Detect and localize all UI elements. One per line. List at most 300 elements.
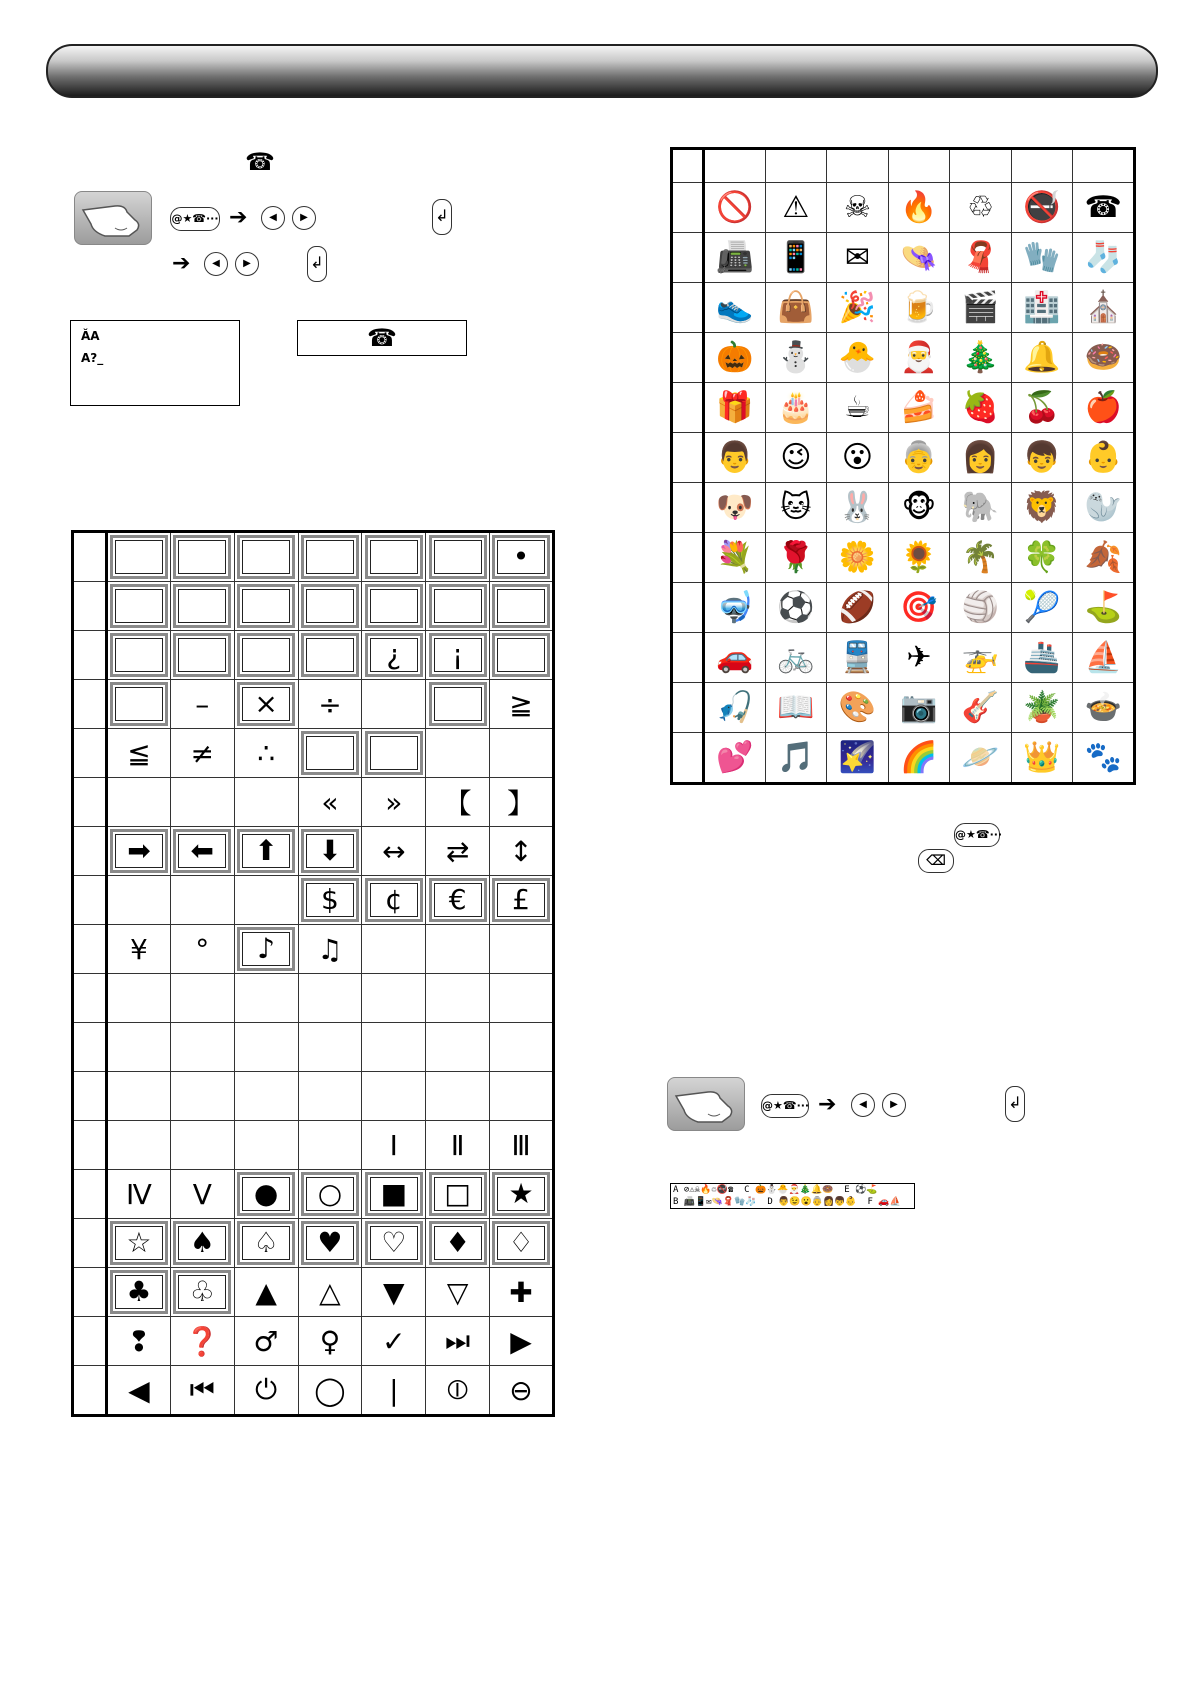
symbol-cell: [426, 1072, 490, 1121]
symbol-cell: [490, 1317, 554, 1366]
table-row: [73, 1219, 554, 1268]
symbol-cell: [490, 778, 554, 827]
pictograph-cell: 👑: [1011, 733, 1073, 784]
symbol-cell: [107, 1317, 171, 1366]
symbol-cell: [426, 1170, 490, 1219]
pictograph-cell: 🐶: [704, 483, 766, 533]
symbol-cell: [234, 1219, 298, 1268]
symbol-cell: [362, 778, 426, 827]
table-row: [73, 582, 554, 631]
symbol-cell: [298, 925, 362, 974]
table-row: [672, 683, 1135, 733]
symbol-cell: [362, 876, 426, 925]
symbol-cell: [298, 876, 362, 925]
symbol-glyph: [110, 535, 168, 579]
pictograph-cell: 🍰: [888, 383, 950, 433]
backspace-key[interactable]: ⌫: [918, 849, 954, 873]
symbol-glyph: [492, 633, 550, 677]
symbol-glyph: ♪: [237, 927, 295, 971]
symbol-cell: [298, 1170, 362, 1219]
pictograph-cell: 🍩: [1073, 333, 1135, 383]
table-row: [73, 925, 554, 974]
pictograph-cell: 🐱: [765, 483, 827, 533]
symbol-cell: [490, 1268, 554, 1317]
symbol-key[interactable]: @★☎···: [170, 207, 220, 231]
symbol-cell: [234, 1072, 298, 1121]
symbol-glyph: 【: [443, 787, 472, 820]
row-index-cell: [672, 333, 704, 383]
symbol-cell: [170, 582, 234, 631]
lcd-line: A?_: [81, 351, 104, 365]
pictograph-cell: 🔥: [888, 183, 950, 233]
symbol-cell: [107, 1219, 171, 1268]
symbol-cell: [298, 1317, 362, 1366]
symbol-glyph: ✓: [382, 1324, 406, 1358]
pictograph-cell: 🪐: [950, 733, 1012, 784]
symbol-cell: [362, 1219, 426, 1268]
table-row: [73, 1023, 554, 1072]
enter-key[interactable]: ↲: [432, 199, 452, 235]
table-row: [672, 433, 1135, 483]
symbol-cell: [107, 582, 171, 631]
symbol-cell: [234, 778, 298, 827]
table-row: [73, 876, 554, 925]
symbol-glyph: Ⅳ: [126, 1177, 152, 1211]
symbol-cell: [490, 1366, 554, 1416]
symbol-glyph: ≧: [509, 687, 533, 721]
symbol-glyph: ⬅: [173, 829, 231, 873]
symbol-cell: [234, 1268, 298, 1317]
symbol-glyph: ●: [237, 1172, 295, 1216]
symbol-key[interactable]: @★☎···: [761, 1094, 809, 1118]
symbol-glyph: [429, 535, 487, 579]
symbol-glyph: Ⅰ: [389, 1128, 398, 1162]
pictograph-cell: 🌻: [888, 533, 950, 583]
symbol-key[interactable]: @★☎···: [954, 823, 1000, 847]
pictograph-cell: 🦭: [1073, 483, 1135, 533]
pictograph-cell: 🎬: [950, 283, 1012, 333]
pictograph-cell: 👨: [704, 433, 766, 483]
symbol-cell: [170, 778, 234, 827]
pictograph-cell: 📷: [888, 683, 950, 733]
pictograph-cell: 🧤: [1011, 233, 1073, 283]
symbol-cell: [107, 974, 171, 1023]
symbol-cell: [170, 1219, 234, 1268]
symbol-glyph: [301, 731, 359, 775]
symbol-glyph: [173, 633, 231, 677]
left-cursor-key[interactable]: ◀: [851, 1093, 875, 1117]
pictograph-cell: 🌴: [950, 533, 1012, 583]
table-row: [672, 233, 1135, 283]
symbol-cell: [490, 1170, 554, 1219]
arrow-right-icon: ➔: [229, 205, 248, 230]
lcd-line: ǍA: [81, 329, 100, 343]
row-index-cell: [73, 1121, 107, 1170]
symbol-cell: [170, 729, 234, 778]
pictograph-cell: 👩: [950, 433, 1012, 483]
table-row: [672, 383, 1135, 433]
table-row: [73, 532, 554, 582]
symbol-glyph: ■: [365, 1172, 423, 1216]
symbol-glyph: 】: [507, 787, 536, 820]
row-index-cell: [73, 974, 107, 1023]
symbol-glyph: ⬆: [237, 829, 295, 873]
symbol-glyph: ◀: [128, 1373, 150, 1407]
symbol-glyph: ❢: [127, 1324, 151, 1358]
symbol-cell: [107, 1170, 171, 1219]
symbol-cell: [298, 1121, 362, 1170]
symbol-cell: [362, 827, 426, 876]
symbol-cell: [170, 1170, 234, 1219]
symbol-glyph: [110, 633, 168, 677]
left-cursor-key[interactable]: ◀: [261, 206, 285, 230]
symbol-glyph: ★: [492, 1172, 550, 1216]
left-cursor-key[interactable]: ◀: [204, 252, 228, 276]
pictograph-cell: 🎯: [888, 583, 950, 633]
table-row: [672, 333, 1135, 383]
pictograph-cell: 📠: [704, 233, 766, 283]
pictograph-cell: 🎾: [1011, 583, 1073, 633]
pictograph-cell: 💐: [704, 533, 766, 583]
symbol-cell: [234, 532, 298, 582]
symbol-cell: [107, 1366, 171, 1416]
symbol-cell: [362, 1023, 426, 1072]
symbol-glyph: ¿: [365, 633, 423, 677]
symbol-glyph: ⬇: [301, 829, 359, 873]
pictograph-cell: 👒: [888, 233, 950, 283]
symbol-cell: [362, 631, 426, 680]
table-row: [672, 483, 1135, 533]
pictograph-cell: 🐾: [1073, 733, 1135, 784]
symbol-cell: [234, 1121, 298, 1170]
symbol-glyph: ↔: [382, 834, 406, 868]
symbol-cell: [426, 925, 490, 974]
pictograph-cell: ✈: [888, 633, 950, 683]
pictograph-cell: ☕: [827, 383, 889, 433]
table-row: [73, 680, 554, 729]
table-cell: [672, 149, 704, 183]
pictograph-cell: 🧦: [1073, 233, 1135, 283]
symbol-cell: [490, 827, 554, 876]
symbol-glyph: ⏻: [255, 1373, 278, 1406]
symbol-cell: [362, 974, 426, 1023]
symbol-glyph: ◯: [314, 1373, 346, 1407]
table-header-row: [672, 149, 1135, 183]
symbol-glyph: ⇄: [445, 834, 470, 868]
pictograph-cell: 🦁: [1011, 483, 1073, 533]
symbol-glyph: [301, 584, 359, 628]
table-row: [672, 633, 1135, 683]
pictograph-cell: 👦: [1011, 433, 1073, 483]
pictograph-cell: ☎: [1073, 183, 1135, 233]
pictograph-cell: ⛵: [1073, 633, 1135, 683]
row-index-cell: [73, 1268, 107, 1317]
pictograph-cell: 🚆: [827, 633, 889, 683]
pictograph-cell: 🧣: [950, 233, 1012, 283]
symbol-cell: [490, 876, 554, 925]
symbol-cell: [107, 778, 171, 827]
symbol-glyph: ♂: [253, 1324, 279, 1358]
pictograph-cell: ✉: [827, 233, 889, 283]
row-index-cell: [73, 1170, 107, 1219]
pictograph-cell: 🎣: [704, 683, 766, 733]
symbol-cell: [107, 1268, 171, 1317]
row-index-cell: [672, 683, 704, 733]
symbol-glyph: ▲: [255, 1275, 277, 1309]
symbol-cell: [234, 876, 298, 925]
pictograph-cell: 🍎: [1073, 383, 1135, 433]
symbol-glyph: ➡: [110, 829, 168, 873]
right-cursor-key[interactable]: ▶: [235, 252, 259, 276]
row-index-cell: [672, 533, 704, 583]
arrow-right-icon: ➔: [172, 251, 191, 276]
arrow-right-icon: ➔: [818, 1092, 837, 1117]
symbol-cell: [490, 1023, 554, 1072]
enter-key[interactable]: ↲: [307, 246, 327, 282]
symbol-glyph: ♡: [365, 1221, 423, 1265]
symbol-cell: [298, 1366, 362, 1416]
hand-press-icon: [74, 191, 152, 245]
symbol-cell: [490, 925, 554, 974]
symbol-cell: [426, 680, 490, 729]
pictograph-cell: 🍺: [888, 283, 950, 333]
symbol-glyph: [429, 584, 487, 628]
enter-key[interactable]: ↲: [1005, 1086, 1025, 1122]
symbol-cell: [426, 582, 490, 631]
symbol-glyph: ≠: [190, 736, 214, 770]
symbol-cell: [234, 827, 298, 876]
list-line: A ⊘⚠☠🔥♲🚭☎ C 🎃⛄🐣🎅🎄🔔🍩 E ⚽⛳: [673, 1185, 878, 1195]
table-row: [73, 1366, 554, 1416]
symbol-cell: [298, 532, 362, 582]
list-line: B 📠📱✉👒🧣🧤🧦 D 👨😉😮👵👩👦👶 F 🚗⛵: [673, 1197, 901, 1207]
symbol-cell: [234, 1317, 298, 1366]
symbol-glyph: ▼: [383, 1275, 405, 1309]
symbol-glyph: ✚: [509, 1275, 533, 1309]
symbol-cell: [234, 680, 298, 729]
symbol-cell: [234, 1023, 298, 1072]
symbol-cell: [490, 532, 554, 582]
pictograph-cell: 🎃: [704, 333, 766, 383]
row-index-cell: [672, 283, 704, 333]
symbol-glyph: €: [429, 878, 487, 922]
row-index-cell: [73, 1023, 107, 1072]
symbol-cell: [107, 532, 171, 582]
row-index-cell: [73, 1219, 107, 1268]
row-index-cell: [73, 827, 107, 876]
pictograph-cell: 🐰: [827, 483, 889, 533]
table-row: [672, 183, 1135, 233]
table-row: [672, 733, 1135, 784]
symbol-cell: [170, 1317, 234, 1366]
symbol-glyph: ¢: [365, 878, 423, 922]
row-index-cell: [672, 583, 704, 633]
pictograph-cell: 🤿: [704, 583, 766, 633]
symbol-glyph: ♦: [429, 1221, 487, 1265]
row-index-cell: [73, 876, 107, 925]
pictograph-cell: 🎄: [950, 333, 1012, 383]
symbol-cell: [170, 876, 234, 925]
symbol-glyph: [110, 682, 168, 726]
symbol-glyph: ○: [301, 1172, 359, 1216]
table-row: [73, 1121, 554, 1170]
symbol-glyph: ❓: [184, 1324, 220, 1358]
symbol-glyph: △: [319, 1275, 341, 1309]
symbol-glyph: ☆: [110, 1221, 168, 1265]
pictograph-cell: 🌼: [827, 533, 889, 583]
table-cell: [950, 149, 1012, 183]
symbol-cell: [490, 1072, 554, 1121]
symbol-glyph: [237, 535, 295, 579]
row-index-cell: [73, 925, 107, 974]
symbol-cell: [362, 532, 426, 582]
symbol-cell: [298, 1268, 362, 1317]
symbol-glyph: [365, 584, 423, 628]
pictograph-cell: 🎨: [827, 683, 889, 733]
pictograph-cell: 🚗: [704, 633, 766, 683]
pictograph-cell: ⚽: [765, 583, 827, 633]
pictograph-cell: 🎁: [704, 383, 766, 433]
pictograph-cell: 🏥: [1011, 283, 1073, 333]
symbol-glyph: ∴: [257, 736, 276, 770]
symbol-cell: [170, 680, 234, 729]
symbol-glyph: ▽: [446, 1275, 469, 1309]
symbol-cell: [298, 778, 362, 827]
pictograph-cell: ⛪: [1073, 283, 1135, 333]
symbol-cell: [298, 1219, 362, 1268]
table-row: [672, 533, 1135, 583]
table-row: [73, 1072, 554, 1121]
pictograph-cell: 🎅: [888, 333, 950, 383]
pictograph-cell: 🪴: [1011, 683, 1073, 733]
pictograph-cell: 🚲: [765, 633, 827, 683]
symbol-cell: [426, 729, 490, 778]
row-index-cell: [672, 233, 704, 283]
symbol-cell: [234, 631, 298, 680]
pictograph-cell: 🎵: [765, 733, 827, 784]
row-index-cell: [672, 433, 704, 483]
pictograph-cell: 🍂: [1073, 533, 1135, 583]
symbol-cell: [426, 876, 490, 925]
symbol-glyph: ♤: [237, 1221, 295, 1265]
symbol-cell: [298, 680, 362, 729]
symbol-glyph: ⊖: [509, 1373, 533, 1407]
table-cell: [704, 149, 766, 183]
symbol-cell: [426, 1219, 490, 1268]
symbol-cell: [107, 1023, 171, 1072]
pictograph-cell: 🎸: [950, 683, 1012, 733]
phone-symbol-icon: ☎: [245, 148, 275, 176]
symbol-glyph: [173, 535, 231, 579]
symbol-cell: [426, 827, 490, 876]
symbol-glyph: ≦: [127, 736, 151, 770]
pictograph-cell: 🏐: [950, 583, 1012, 633]
symbol-cell: [490, 729, 554, 778]
row-index-cell: [672, 633, 704, 683]
symbol-glyph: [173, 584, 231, 628]
right-cursor-key[interactable]: ▶: [292, 206, 316, 230]
right-cursor-key[interactable]: ▶: [882, 1093, 906, 1117]
symbol-cell: [298, 729, 362, 778]
symbol-cell: [170, 1121, 234, 1170]
row-index-cell: [672, 183, 704, 233]
symbol-cell: [107, 925, 171, 974]
pictograph-cell: 🐣: [827, 333, 889, 383]
symbol-glyph: □: [429, 1172, 487, 1216]
pictograph-cell: 🐵: [888, 483, 950, 533]
row-index-cell: [672, 733, 704, 784]
symbol-glyph: »: [385, 785, 403, 819]
symbol-glyph: ⏮: [189, 1373, 215, 1406]
table-row: [672, 283, 1135, 333]
row-index-cell: [672, 383, 704, 433]
symbol-glyph: ♠: [173, 1221, 231, 1265]
symbol-cell: [298, 974, 362, 1023]
pictograph-cell: 📖: [765, 683, 827, 733]
table-row: [73, 631, 554, 680]
symbol-glyph: [237, 633, 295, 677]
hand-press-icon: [667, 1077, 745, 1131]
symbol-glyph: [365, 535, 423, 579]
symbol-cell: [362, 1366, 426, 1416]
pictograph-cell: 🐘: [950, 483, 1012, 533]
symbol-cell: [426, 631, 490, 680]
pictograph-cell: 🍀: [1011, 533, 1073, 583]
pictograph-cell: 🌹: [765, 533, 827, 583]
pictograph-cell: 👵: [888, 433, 950, 483]
pictograph-cell: 🎂: [765, 383, 827, 433]
pictograph-cell: ⛳: [1073, 583, 1135, 633]
symbol-glyph: ♫: [317, 932, 343, 966]
symbol-cell: [426, 1268, 490, 1317]
symbol-cell: [234, 974, 298, 1023]
symbol-cell: [490, 582, 554, 631]
symbol-cell: [298, 827, 362, 876]
table-row: [672, 583, 1135, 633]
symbol-cell: [107, 631, 171, 680]
symbol-glyph: Ⅴ: [192, 1177, 212, 1211]
symbol-cell: [170, 631, 234, 680]
symbol-cell: [490, 1121, 554, 1170]
pictograph-cell: 🍲: [1073, 683, 1135, 733]
row-index-cell: [73, 582, 107, 631]
table-cell: [1011, 149, 1073, 183]
symbol-cell: [234, 1366, 298, 1416]
symbol-cell: [426, 1366, 490, 1416]
symbol-cell: [362, 680, 426, 729]
row-index-cell: [73, 680, 107, 729]
symbol-cell: [426, 532, 490, 582]
pictograph-cell: ⚠: [765, 183, 827, 233]
symbol-glyph: ¥: [130, 932, 148, 966]
symbol-cell: [362, 1121, 426, 1170]
symbol-cell: [298, 1072, 362, 1121]
table-cell: [1073, 149, 1135, 183]
lcd-result: ☎: [297, 320, 467, 356]
symbol-cell: [362, 582, 426, 631]
symbol-cell: [234, 1170, 298, 1219]
symbol-cell: [362, 1268, 426, 1317]
row-index-cell: [73, 729, 107, 778]
symbol-glyph: $: [301, 878, 359, 922]
symbol-glyph: ♀: [319, 1324, 341, 1358]
row-index-cell: [73, 778, 107, 827]
pictograph-cell: 👶: [1073, 433, 1135, 483]
header-bar: [46, 44, 1158, 98]
symbol-glyph: •: [492, 535, 550, 579]
pictograph-cell: ♲: [950, 183, 1012, 233]
symbol-cell: [170, 925, 234, 974]
